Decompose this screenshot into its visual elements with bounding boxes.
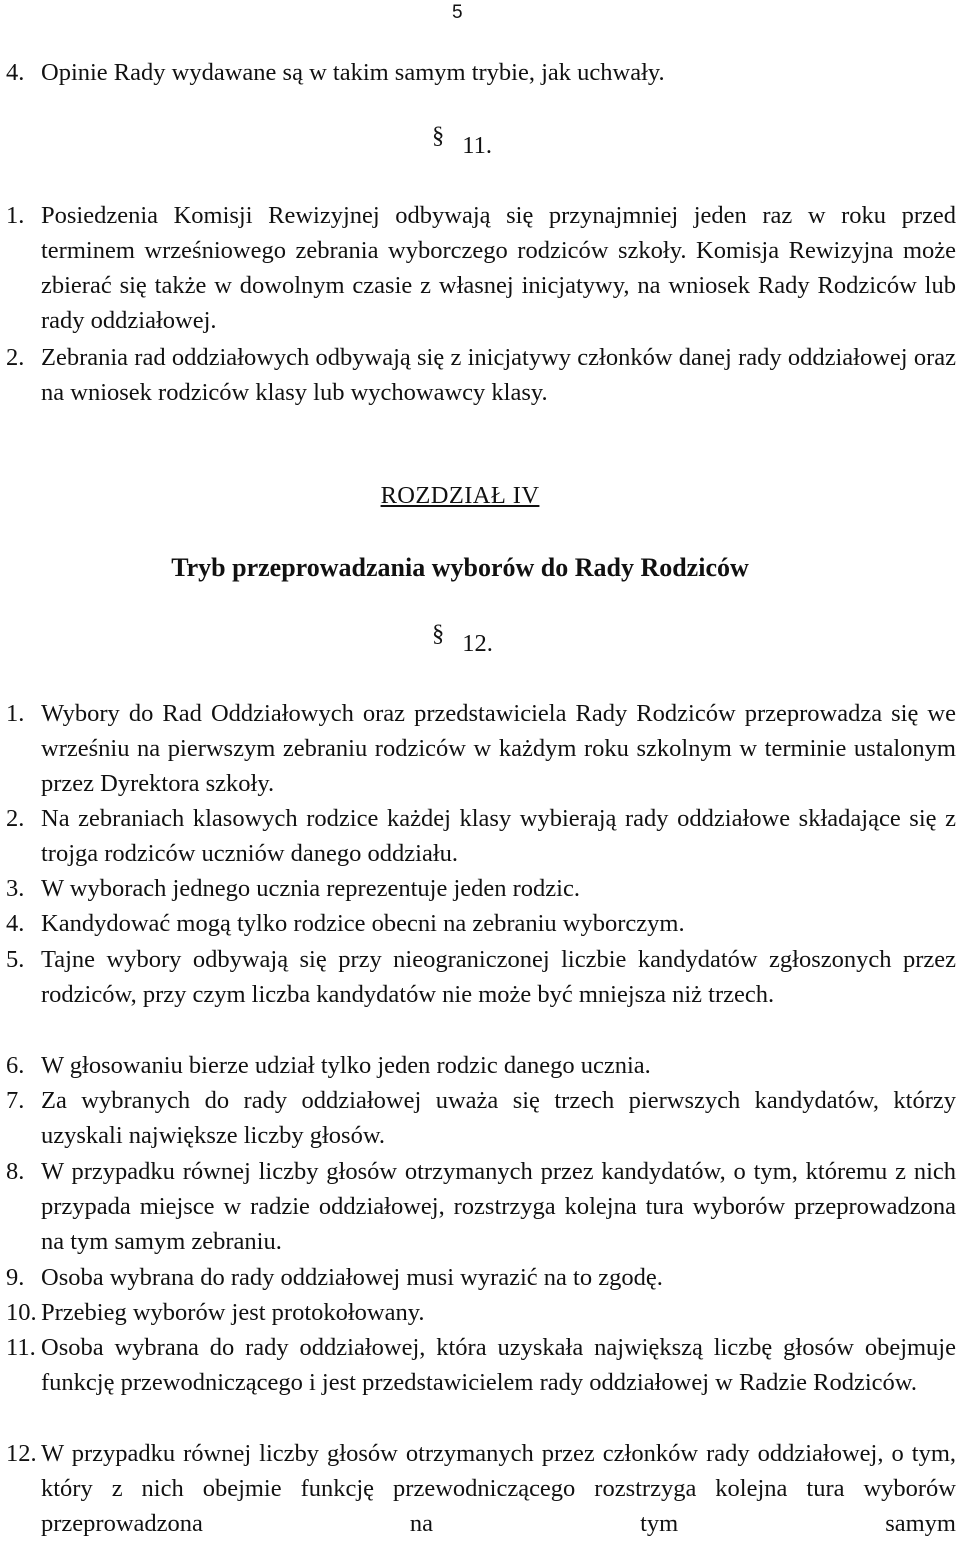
item-text: Wybory do Rad Oddziałowych oraz przedstawiciela Rady Rodziców przeprowadza się we wrześniu na pierwszym zebraniu rodziców w każdym roku szkolnym w terminie ustalonym przez Dyrektora szkoły.	[41, 700, 956, 797]
item-number: 9.	[6, 1264, 25, 1291]
chapter-title: Tryb przeprowadzania wyborów do Rady Rodziców	[171, 553, 749, 582]
list-item	[6, 1048, 956, 1083]
item-number: 12.	[6, 1440, 37, 1467]
item-number: 4.	[6, 59, 25, 86]
item-number: 6.	[6, 1052, 25, 1079]
item-text: Opinie Rady wydawane są w takim samym trybie, jak uchwały.	[41, 59, 665, 86]
list-item	[6, 942, 956, 1012]
list-item	[6, 1154, 956, 1259]
item-text: W przypadku równej liczby głosów otrzymanych przez kandydatów, o tym, któremu z nich przypada miejsce w radzie oddziałowej, rozstrzyga kolejna tura wyborów przeprowadzona na tym samym zebraniu.	[41, 1158, 956, 1255]
item-number: 2.	[6, 344, 25, 371]
page-number: 5	[452, 2, 463, 23]
item-number: 2.	[6, 805, 25, 832]
list-item	[6, 801, 956, 871]
item-text: Posiedzenia Komisji Rewizyjnej odbywają się przynajmniej jeden raz w roku przed terminem wrześniowego zebrania wyborczego rodziców szkoły. Komisja Rewizyjna może zbierać się także w dowolnym czasie z własnej inicjatywy, na wniosek Rady Rodziców lub rady oddziałowej.	[41, 202, 956, 334]
item-text: Zebrania rad oddziałowych odbywają się z inicjatywy członków danej rady oddziałowej oraz na wniosek rodziców klasy lub wychowawcy klasy.	[41, 344, 956, 406]
item-text: Osoba wybrana do rady oddziałowej, która uzyskała największą liczbę głosów obejmuje funkcję przewodniczącego i jest przedstawicielem rady oddziałowej w Radzie Rodziców.	[41, 1334, 956, 1396]
paragraph-sign: §	[432, 122, 445, 149]
item-text: W głosowaniu bierze udział tylko jeden rodzic danego ucznia.	[41, 1052, 651, 1079]
item-text: Osoba wybrana do rady oddziałowej musi wyrazić na to zgodę.	[41, 1264, 663, 1291]
list-item	[6, 1330, 956, 1400]
list-item	[6, 340, 956, 410]
list-item	[6, 1295, 956, 1330]
item-number: 3.	[6, 875, 25, 902]
item-number: 8.	[6, 1158, 25, 1185]
item-text: Na zebraniach klasowych rodzice każdej klasy wybierają rady oddziałowe składające się z trojga rodziców uczniów danego oddziału.	[41, 805, 956, 867]
list-item	[6, 55, 956, 90]
list-item	[6, 1083, 956, 1153]
item-text: Przebieg wyborów jest protokołowany.	[41, 1299, 425, 1326]
item-text: W przypadku równej liczby głosów otrzymanych przez członków rady oddziałowej, o tym, który z nich obejmie funkcję przewodniczącego rozstrzyga kolejna tura wyborów przeprowadzona na tym samym	[41, 1440, 956, 1537]
item-text: Kandydować mogą tylko rodzice obecni na zebraniu wyborczym.	[41, 910, 685, 937]
section-heading-12	[432, 620, 493, 661]
list-item	[6, 871, 956, 906]
section-number: 12.	[462, 630, 493, 657]
item-number: 1.	[6, 700, 25, 727]
item-number: 11.	[6, 1334, 36, 1361]
item-number: 7.	[6, 1087, 25, 1114]
item-text: Za wybranych do rady oddziałowej uważa się trzech pierwszych kandydatów, którzy uzyskali największe liczby głosów.	[41, 1087, 956, 1149]
section-heading-11	[432, 122, 492, 163]
list-item	[6, 1436, 956, 1541]
list-item	[6, 198, 956, 338]
item-number: 1.	[6, 202, 25, 229]
item-number: 10.	[6, 1299, 37, 1326]
list-item	[6, 1260, 956, 1295]
section-number: 11.	[462, 132, 492, 159]
paragraph-sign: §	[432, 620, 445, 647]
item-number: 4.	[6, 910, 25, 937]
chapter-heading: ROZDZIAŁ IV	[380, 482, 540, 509]
list-item	[6, 696, 956, 801]
item-number: 5.	[6, 946, 25, 973]
list-item	[6, 906, 956, 941]
item-text: W wyborach jednego ucznia reprezentuje jeden rodzic.	[41, 875, 580, 902]
item-text: Tajne wybory odbywają się przy nieograniczonej liczbie kandydatów zgłoszonych przez rodziców, przy czym liczba kandydatów nie może być mniejsza niż trzech.	[41, 946, 956, 1008]
